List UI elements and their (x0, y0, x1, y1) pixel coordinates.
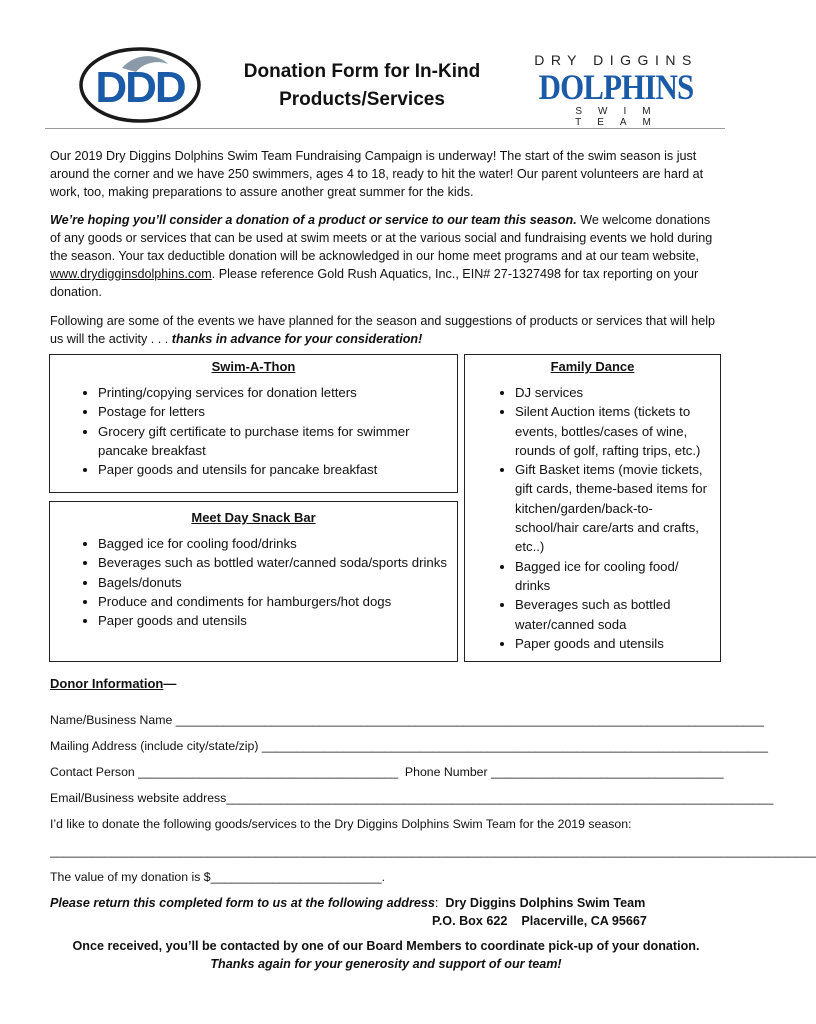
donor-info-heading: Donor Information— (50, 676, 177, 691)
family-dance-title: Family Dance (550, 359, 635, 374)
family-dance-box (464, 354, 721, 662)
logo-letters: DDD (95, 63, 185, 112)
header-divider (45, 128, 725, 129)
brand-logo (524, 52, 708, 128)
intro-paragraph-1: Our 2019 Dry Diggins Dolphins Swim Team Fundraising Campaign is underway! The start of the swim season is just around the corner and we have 250 swimmers, ages 4 to 18, ready to hit the water! Our parent volunteers are hard at work, too, making preparations to assure another great summer for the kids. (50, 149, 704, 199)
return-address: Please return this completed form to us at the following address: Dry Diggins Dolphins Swim Team P.O. Box 622 Placerville, CA 95667 (50, 896, 647, 928)
list-item: • Gift Basket items (movie tickets, gift cards, theme-based items for kitchen/garden/back-to-school/hair care/arts and crafts, etc..) (515, 460, 714, 556)
list-item: • Silent Auction items (tickets to events, bottles/cases of wine, rounds of golf, rafting trips, etc.) (515, 402, 714, 460)
contact-note: Once received, you’ll be contacted by one of our Board Members to coordinate pick-up of your donation. (72, 939, 700, 953)
intro-paragraph-3: Following are some of the events we have planned for the season and suggestions of products or services that will help us will the activity . . . thanks in advance for your consideration! (50, 314, 716, 346)
list-item: • Bagels/donuts (98, 573, 457, 592)
list-item: • Paper goods and utensils (98, 611, 457, 630)
page-title: Donation Form for In-Kind Products/Services (243, 61, 481, 110)
swim-a-thon-list (50, 383, 457, 479)
thanks-note: Thanks again for your generosity and support of our team! (210, 957, 562, 971)
snack-bar-title: Meet Day Snack Bar (191, 510, 316, 525)
brand-main: DOLPHINS (538, 67, 694, 107)
list-item: • DJ services (515, 383, 714, 402)
donation-description-field[interactable]: ________________________________________________________________________________________________________________ (50, 844, 816, 858)
list-item: • Grocery gift certificate to purchase items for swimmer pancake breakfast (98, 422, 457, 461)
list-item: • Printing/copying services for donation letters (98, 383, 457, 402)
swim-a-thon-box (49, 354, 458, 493)
email-field[interactable]: Email/Business website address________________________________________________________________________________ (50, 791, 774, 805)
list-item: • Beverages such as bottled water/canned soda (515, 595, 714, 634)
list-item: • Bagged ice for cooling food/ drinks (515, 557, 714, 596)
ddd-logo (78, 46, 202, 124)
swim-a-thon-title: Swim-A-Thon (211, 359, 296, 374)
brand-top: DRY DIGGINS (534, 52, 698, 68)
intro-paragraph-2: We’re hoping you’ll consider a donation of a product or service to our team this season. We welcome donations of any goods or services that can be used at swim meets or at the various social and fundraising events we hold during the season. Your tax deductible donation will be acknowledged in our home meet programs and at our team website, www.drydigginsdolphins.com. Please reference Gold Rush Aquatics, Inc., EIN# 27-1327498 for tax reporting on your donation. (50, 213, 713, 299)
list-item: • Bagged ice for cooling food/drinks (98, 534, 457, 553)
donation-value-field[interactable]: The value of my donation is $_________________________. (50, 870, 386, 884)
list-item: • Beverages such as bottled water/canned soda/sports drinks (98, 553, 457, 572)
list-item: • Paper goods and utensils (515, 634, 714, 653)
brand-bottom: SWIM TEAM (575, 106, 667, 128)
list-item: • Produce and condiments for hamburgers/hot dogs (98, 592, 457, 611)
list-item: • Postage for letters (98, 402, 457, 421)
snack-bar-box (49, 501, 458, 662)
contact-phone-field[interactable]: Contact Person ______________________________________ Phone Number __________________________________ (50, 765, 724, 779)
snack-bar-list (50, 534, 457, 630)
donate-text: I’d like to donate the following goods/services to the Dry Diggins Dolphins Swim Team for the 2019 season: (50, 817, 632, 831)
list-item: • Paper goods and utensils for pancake breakfast (98, 460, 457, 479)
website-link[interactable]: www.drydigginsdolphins.com (50, 267, 212, 281)
name-field[interactable]: Name/Business Name ______________________________________________________________________________________ (50, 713, 764, 727)
family-dance-list (465, 383, 720, 653)
address-field[interactable]: Mailing Address (include city/state/zip) __________________________________________________________________________ (50, 739, 768, 753)
